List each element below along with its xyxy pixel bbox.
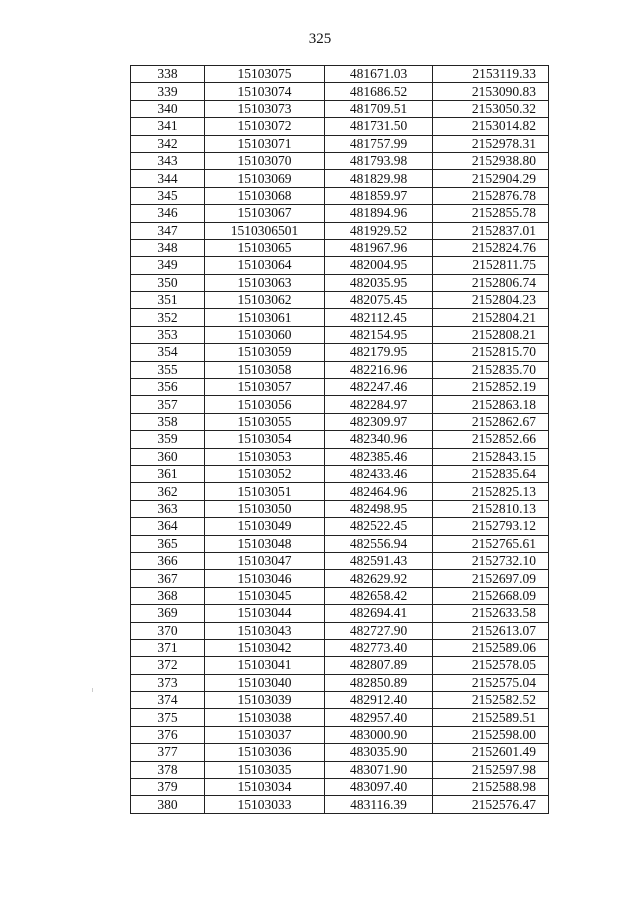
row-index-cell: 366 bbox=[131, 552, 205, 569]
point-id-cell: 15103035 bbox=[205, 761, 325, 778]
y-coordinate-cell: 2152597.98 bbox=[433, 761, 549, 778]
x-coordinate-cell: 481671.03 bbox=[325, 66, 433, 83]
table-row bbox=[131, 135, 549, 152]
x-coordinate-cell: 482179.95 bbox=[325, 344, 433, 361]
x-coordinate-cell: 483116.39 bbox=[325, 796, 433, 813]
y-coordinate-cell: 2152852.19 bbox=[433, 379, 549, 396]
row-index-cell: 360 bbox=[131, 448, 205, 465]
y-coordinate-cell: 2153090.83 bbox=[433, 83, 549, 100]
coordinate-table-body bbox=[131, 66, 549, 814]
y-coordinate-cell: 2152588.98 bbox=[433, 779, 549, 796]
point-id-cell: 15103048 bbox=[205, 535, 325, 552]
row-index-cell: 349 bbox=[131, 257, 205, 274]
y-coordinate-cell: 2152835.64 bbox=[433, 465, 549, 482]
row-index-cell: 370 bbox=[131, 622, 205, 639]
point-id-cell: 15103070 bbox=[205, 152, 325, 169]
point-id-cell: 15103073 bbox=[205, 100, 325, 117]
point-id-cell: 15103054 bbox=[205, 431, 325, 448]
y-coordinate-cell: 2153050.32 bbox=[433, 100, 549, 117]
y-coordinate-cell: 2152576.47 bbox=[433, 796, 549, 813]
y-coordinate-cell: 2152876.78 bbox=[433, 187, 549, 204]
point-id-cell: 15103072 bbox=[205, 118, 325, 135]
table-row bbox=[131, 187, 549, 204]
x-coordinate-cell: 482340.96 bbox=[325, 431, 433, 448]
table-row bbox=[131, 344, 549, 361]
table-row bbox=[131, 761, 549, 778]
y-coordinate-cell: 2152815.70 bbox=[433, 344, 549, 361]
point-id-cell: 15103058 bbox=[205, 361, 325, 378]
point-id-cell: 15103043 bbox=[205, 622, 325, 639]
x-coordinate-cell: 482309.97 bbox=[325, 413, 433, 430]
row-index-cell: 339 bbox=[131, 83, 205, 100]
x-coordinate-cell: 482629.92 bbox=[325, 570, 433, 587]
row-index-cell: 368 bbox=[131, 587, 205, 604]
point-id-cell: 15103047 bbox=[205, 552, 325, 569]
x-coordinate-cell: 482247.46 bbox=[325, 379, 433, 396]
point-id-cell: 15103050 bbox=[205, 500, 325, 517]
table-row bbox=[131, 605, 549, 622]
table-row bbox=[131, 396, 549, 413]
y-coordinate-cell: 2152904.29 bbox=[433, 170, 549, 187]
table-row bbox=[131, 483, 549, 500]
table-row bbox=[131, 796, 549, 813]
table-row bbox=[131, 639, 549, 656]
row-index-cell: 345 bbox=[131, 187, 205, 204]
row-index-cell: 367 bbox=[131, 570, 205, 587]
point-id-cell: 15103064 bbox=[205, 257, 325, 274]
row-index-cell: 380 bbox=[131, 796, 205, 813]
row-index-cell: 352 bbox=[131, 309, 205, 326]
table-row bbox=[131, 413, 549, 430]
row-index-cell: 378 bbox=[131, 761, 205, 778]
point-id-cell: 15103041 bbox=[205, 657, 325, 674]
x-coordinate-cell: 482522.45 bbox=[325, 518, 433, 535]
table-row bbox=[131, 744, 549, 761]
table-row bbox=[131, 726, 549, 743]
x-coordinate-cell: 482556.94 bbox=[325, 535, 433, 552]
y-coordinate-cell: 2152589.06 bbox=[433, 639, 549, 656]
table-row bbox=[131, 152, 549, 169]
y-coordinate-cell: 2152855.78 bbox=[433, 205, 549, 222]
row-index-cell: 365 bbox=[131, 535, 205, 552]
point-id-cell: 15103065 bbox=[205, 239, 325, 256]
table-row bbox=[131, 309, 549, 326]
x-coordinate-cell: 482112.45 bbox=[325, 309, 433, 326]
y-coordinate-cell: 2152582.52 bbox=[433, 692, 549, 709]
x-coordinate-cell: 482284.97 bbox=[325, 396, 433, 413]
row-index-cell: 353 bbox=[131, 326, 205, 343]
y-coordinate-cell: 2152811.75 bbox=[433, 257, 549, 274]
point-id-cell: 15103045 bbox=[205, 587, 325, 604]
table-row bbox=[131, 431, 549, 448]
x-coordinate-cell: 482912.40 bbox=[325, 692, 433, 709]
x-coordinate-cell: 482216.96 bbox=[325, 361, 433, 378]
y-coordinate-cell: 2152835.70 bbox=[433, 361, 549, 378]
x-coordinate-cell: 483097.40 bbox=[325, 779, 433, 796]
row-index-cell: 358 bbox=[131, 413, 205, 430]
y-coordinate-cell: 2152825.13 bbox=[433, 483, 549, 500]
y-coordinate-cell: 2152793.12 bbox=[433, 518, 549, 535]
point-id-cell: 15103069 bbox=[205, 170, 325, 187]
y-coordinate-cell: 2153014.82 bbox=[433, 118, 549, 135]
point-id-cell: 15103036 bbox=[205, 744, 325, 761]
point-id-cell: 15103051 bbox=[205, 483, 325, 500]
x-coordinate-cell: 482464.96 bbox=[325, 483, 433, 500]
row-index-cell: 356 bbox=[131, 379, 205, 396]
row-index-cell: 357 bbox=[131, 396, 205, 413]
row-index-cell: 341 bbox=[131, 118, 205, 135]
point-id-cell: 15103053 bbox=[205, 448, 325, 465]
y-coordinate-cell: 2152863.18 bbox=[433, 396, 549, 413]
row-index-cell: 369 bbox=[131, 605, 205, 622]
table-row bbox=[131, 779, 549, 796]
row-index-cell: 373 bbox=[131, 674, 205, 691]
x-coordinate-cell: 481929.52 bbox=[325, 222, 433, 239]
point-id-cell: 15103037 bbox=[205, 726, 325, 743]
table-row bbox=[131, 222, 549, 239]
table-row bbox=[131, 692, 549, 709]
x-coordinate-cell: 482658.42 bbox=[325, 587, 433, 604]
y-coordinate-cell: 2152837.01 bbox=[433, 222, 549, 239]
point-id-cell: 15103074 bbox=[205, 83, 325, 100]
point-id-cell: 15103049 bbox=[205, 518, 325, 535]
y-coordinate-cell: 2152852.66 bbox=[433, 431, 549, 448]
row-index-cell: 377 bbox=[131, 744, 205, 761]
y-coordinate-cell: 2152668.09 bbox=[433, 587, 549, 604]
row-index-cell: 379 bbox=[131, 779, 205, 796]
table-row bbox=[131, 100, 549, 117]
x-coordinate-cell: 481894.96 bbox=[325, 205, 433, 222]
x-coordinate-cell: 483071.90 bbox=[325, 761, 433, 778]
row-index-cell: 342 bbox=[131, 135, 205, 152]
row-index-cell: 346 bbox=[131, 205, 205, 222]
x-coordinate-cell: 482154.95 bbox=[325, 326, 433, 343]
x-coordinate-cell: 481757.99 bbox=[325, 135, 433, 152]
y-coordinate-cell: 2152575.04 bbox=[433, 674, 549, 691]
row-index-cell: 376 bbox=[131, 726, 205, 743]
row-index-cell: 343 bbox=[131, 152, 205, 169]
row-index-cell: 364 bbox=[131, 518, 205, 535]
table-row bbox=[131, 205, 549, 222]
page-number: 325 bbox=[308, 31, 332, 47]
x-coordinate-cell: 482807.89 bbox=[325, 657, 433, 674]
table-row bbox=[131, 66, 549, 83]
x-coordinate-cell: 481686.52 bbox=[325, 83, 433, 100]
point-id-cell: 15103033 bbox=[205, 796, 325, 813]
y-coordinate-cell: 2152978.31 bbox=[433, 135, 549, 152]
x-coordinate-cell: 482957.40 bbox=[325, 709, 433, 726]
table-row bbox=[131, 326, 549, 343]
coordinate-table bbox=[130, 65, 549, 814]
row-index-cell: 350 bbox=[131, 274, 205, 291]
row-index-cell: 361 bbox=[131, 465, 205, 482]
table-row bbox=[131, 83, 549, 100]
row-index-cell: 375 bbox=[131, 709, 205, 726]
point-id-cell: 15103075 bbox=[205, 66, 325, 83]
y-coordinate-cell: 2152862.67 bbox=[433, 413, 549, 430]
y-coordinate-cell: 2152578.05 bbox=[433, 657, 549, 674]
x-coordinate-cell: 482694.41 bbox=[325, 605, 433, 622]
x-coordinate-cell: 481709.51 bbox=[325, 100, 433, 117]
x-coordinate-cell: 482773.40 bbox=[325, 639, 433, 656]
point-id-cell: 15103056 bbox=[205, 396, 325, 413]
row-index-cell: 338 bbox=[131, 66, 205, 83]
x-coordinate-cell: 481859.97 bbox=[325, 187, 433, 204]
table-row bbox=[131, 570, 549, 587]
row-index-cell: 344 bbox=[131, 170, 205, 187]
x-coordinate-cell: 481829.98 bbox=[325, 170, 433, 187]
point-id-cell: 15103039 bbox=[205, 692, 325, 709]
x-coordinate-cell: 481967.96 bbox=[325, 239, 433, 256]
table-row bbox=[131, 518, 549, 535]
x-coordinate-cell: 482075.45 bbox=[325, 292, 433, 309]
x-coordinate-cell: 482433.46 bbox=[325, 465, 433, 482]
point-id-cell: 15103068 bbox=[205, 187, 325, 204]
point-id-cell: 15103042 bbox=[205, 639, 325, 656]
point-id-cell: 15103034 bbox=[205, 779, 325, 796]
table-row bbox=[131, 500, 549, 517]
point-id-cell: 15103044 bbox=[205, 605, 325, 622]
point-id-cell: 15103071 bbox=[205, 135, 325, 152]
row-index-cell: 371 bbox=[131, 639, 205, 656]
y-coordinate-cell: 2152613.07 bbox=[433, 622, 549, 639]
point-id-cell: 15103046 bbox=[205, 570, 325, 587]
y-coordinate-cell: 2152598.00 bbox=[433, 726, 549, 743]
row-index-cell: 362 bbox=[131, 483, 205, 500]
y-coordinate-cell: 2152804.23 bbox=[433, 292, 549, 309]
y-coordinate-cell: 2152843.15 bbox=[433, 448, 549, 465]
table-row bbox=[131, 552, 549, 569]
x-coordinate-cell: 483035.90 bbox=[325, 744, 433, 761]
table-row bbox=[131, 622, 549, 639]
x-coordinate-cell: 482850.89 bbox=[325, 674, 433, 691]
point-id-cell: 15103038 bbox=[205, 709, 325, 726]
x-coordinate-cell: 481731.50 bbox=[325, 118, 433, 135]
y-coordinate-cell: 2152824.76 bbox=[433, 239, 549, 256]
y-coordinate-cell: 2152804.21 bbox=[433, 309, 549, 326]
point-id-cell: 15103067 bbox=[205, 205, 325, 222]
point-id-cell: 15103059 bbox=[205, 344, 325, 361]
x-coordinate-cell: 482591.43 bbox=[325, 552, 433, 569]
y-coordinate-cell: 2152697.09 bbox=[433, 570, 549, 587]
row-index-cell: 359 bbox=[131, 431, 205, 448]
point-id-cell: 15103062 bbox=[205, 292, 325, 309]
point-id-cell: 15103040 bbox=[205, 674, 325, 691]
table-row bbox=[131, 170, 549, 187]
point-id-cell: 1510306501 bbox=[205, 222, 325, 239]
y-coordinate-cell: 2152633.58 bbox=[433, 605, 549, 622]
row-index-cell: 372 bbox=[131, 657, 205, 674]
point-id-cell: 15103061 bbox=[205, 309, 325, 326]
y-coordinate-cell: 2152601.49 bbox=[433, 744, 549, 761]
y-coordinate-cell: 2152806.74 bbox=[433, 274, 549, 291]
point-id-cell: 15103057 bbox=[205, 379, 325, 396]
row-index-cell: 363 bbox=[131, 500, 205, 517]
y-coordinate-cell: 2152589.51 bbox=[433, 709, 549, 726]
table-row bbox=[131, 535, 549, 552]
x-coordinate-cell: 483000.90 bbox=[325, 726, 433, 743]
table-row bbox=[131, 239, 549, 256]
row-index-cell: 351 bbox=[131, 292, 205, 309]
point-id-cell: 15103060 bbox=[205, 326, 325, 343]
scan-artifact-mark bbox=[92, 688, 93, 692]
x-coordinate-cell: 482727.90 bbox=[325, 622, 433, 639]
point-id-cell: 15103055 bbox=[205, 413, 325, 430]
point-id-cell: 15103063 bbox=[205, 274, 325, 291]
y-coordinate-cell: 2152765.61 bbox=[433, 535, 549, 552]
x-coordinate-cell: 482035.95 bbox=[325, 274, 433, 291]
x-coordinate-cell: 482385.46 bbox=[325, 448, 433, 465]
row-index-cell: 374 bbox=[131, 692, 205, 709]
row-index-cell: 355 bbox=[131, 361, 205, 378]
y-coordinate-cell: 2153119.33 bbox=[433, 66, 549, 83]
row-index-cell: 347 bbox=[131, 222, 205, 239]
y-coordinate-cell: 2152732.10 bbox=[433, 552, 549, 569]
table-row bbox=[131, 274, 549, 291]
table-row bbox=[131, 587, 549, 604]
table-row bbox=[131, 361, 549, 378]
table-row bbox=[131, 379, 549, 396]
row-index-cell: 348 bbox=[131, 239, 205, 256]
table-row bbox=[131, 292, 549, 309]
y-coordinate-cell: 2152810.13 bbox=[433, 500, 549, 517]
table-row bbox=[131, 448, 549, 465]
row-index-cell: 340 bbox=[131, 100, 205, 117]
x-coordinate-cell: 481793.98 bbox=[325, 152, 433, 169]
table-row bbox=[131, 465, 549, 482]
table-row bbox=[131, 118, 549, 135]
point-id-cell: 15103052 bbox=[205, 465, 325, 482]
table-row bbox=[131, 709, 549, 726]
row-index-cell: 354 bbox=[131, 344, 205, 361]
y-coordinate-cell: 2152808.21 bbox=[433, 326, 549, 343]
table-row bbox=[131, 674, 549, 691]
x-coordinate-cell: 482004.95 bbox=[325, 257, 433, 274]
y-coordinate-cell: 2152938.80 bbox=[433, 152, 549, 169]
table-row bbox=[131, 657, 549, 674]
table-row bbox=[131, 257, 549, 274]
x-coordinate-cell: 482498.95 bbox=[325, 500, 433, 517]
